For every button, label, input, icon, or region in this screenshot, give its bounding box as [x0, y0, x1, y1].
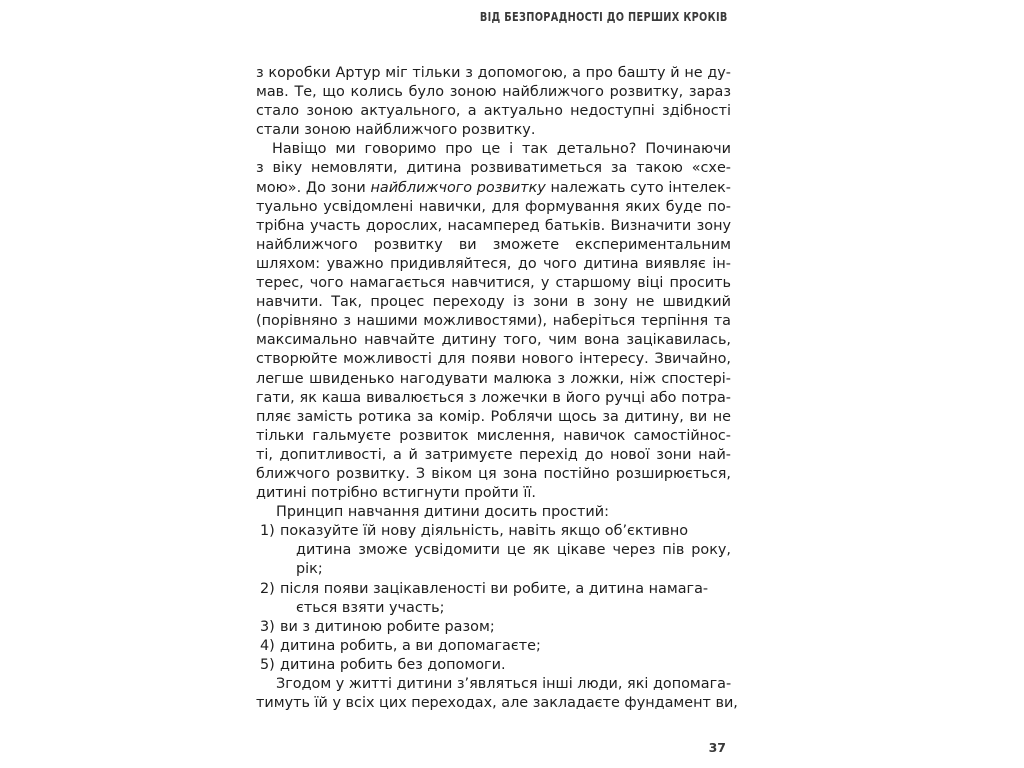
text-line: максимально навчайте дитину того, чим вона зацікавилась, [256, 332, 731, 349]
text-line: гати, як каша вивалюється з ложечки в його ручці або потра- [256, 389, 731, 406]
text-line: тільки гальмуєте розвиток мислення, навичок самостійнос- [256, 427, 731, 444]
text-line: навчити. Так, процес переходу із зони в зону не швидкий [256, 294, 731, 311]
text-line: шляхом: уважно придивляйтеся, до чого дитина виявляє ін- [256, 255, 731, 272]
text-line: найближчого розвитку ви зможете експериментальним [256, 236, 731, 253]
list-item [256, 522, 731, 541]
list-item-continuation: дитина зможе усвідомити це як цікаве через пів року, [296, 542, 731, 559]
text-line: Навіщо ми говоримо про це і так детально? Починаючи [272, 141, 731, 158]
text-line [256, 179, 731, 198]
text-line: мав. Те, що колись було зоною найближчого розвитку, зараз [256, 84, 731, 101]
list-item-number: 5) [260, 656, 275, 673]
text-run: мою». До зони [256, 179, 371, 196]
text-line: створюйте можливості для появи нового інтересу. Звичайно, [256, 351, 731, 368]
list-item-text: дитина робить, а ви допомагаєте; [280, 637, 541, 654]
text-line: легше швиденько нагодувати малюка з ложки, ніж спостері- [256, 370, 731, 387]
text-line: туально усвідомлені навички, для формування яких буде по- [256, 198, 731, 215]
text-line: стало зоною актуального, а актуально недоступні здібності [256, 103, 731, 120]
list-item [256, 637, 731, 656]
list-item-number: 1) [260, 523, 275, 540]
list-item-text: ви з дитиною робите разом; [280, 618, 495, 635]
list-item-text: показуйте їй нову діяльність, навіть якщо об’єктивно [280, 523, 689, 540]
text-line: стали зоною найближчого розвитку. [256, 122, 536, 139]
list-item-text: дитина робить без допомоги. [280, 656, 506, 673]
text-line: дитині потрібно встигнути пройти її. [256, 485, 536, 502]
text-line: ті, допитливості, а й затримуєте перехід до нової зони най- [256, 446, 731, 463]
text-line: Згодом у житті дитини з’являться інші люди, які допомага- [276, 676, 732, 692]
page-text [256, 64, 738, 713]
list-item-continuation: ється взяти участь; [296, 599, 445, 616]
text-line: пляє замість ротика за комір. Роблячи щось за дитину, ви не [256, 408, 731, 425]
text-line: з віку немовляти, дитина розвиватиметься за такою «схе- [256, 160, 731, 177]
text-line: трібна участь дорослих, насамперед батьків. Визначити зону [256, 217, 731, 234]
list-item-number: 4) [260, 637, 275, 654]
page-number: 37 [708, 740, 726, 755]
list-item-number: 2) [260, 580, 275, 597]
text-line: з коробки Артур міг тільки з допомогою, а про башту й не ду- [256, 65, 731, 81]
text-line: тимуть їй у всіх цих переходах, але закладаєте фундамент ви, [256, 695, 738, 712]
list-item-text: після появи зацікавленості ви робите, а дитина намага- [280, 580, 709, 597]
text-line: терес, чого намагається навчитися, у старшому віці просить [256, 275, 731, 292]
text-line: (порівняно з нашими можливостями), наберіться терпіння та [256, 313, 731, 330]
list-item-continuation: рік; [296, 561, 323, 578]
list-item [256, 580, 731, 599]
text-run: належать суто інтелек- [545, 179, 731, 196]
text-line: Принцип навчання дитини досить простий: [276, 504, 609, 521]
list-item-number: 3) [260, 618, 275, 635]
list-item [256, 656, 731, 675]
emphasis-term: найближчого розвитку [370, 179, 546, 196]
list-item [256, 618, 731, 637]
text-line: ближчого розвитку. З віком ця зона постійно розширюється, [256, 465, 731, 482]
running-head: ВІД БЕЗПОРАДНОСТІ ДО ПЕРШИХ КРОКІВ [480, 9, 728, 24]
